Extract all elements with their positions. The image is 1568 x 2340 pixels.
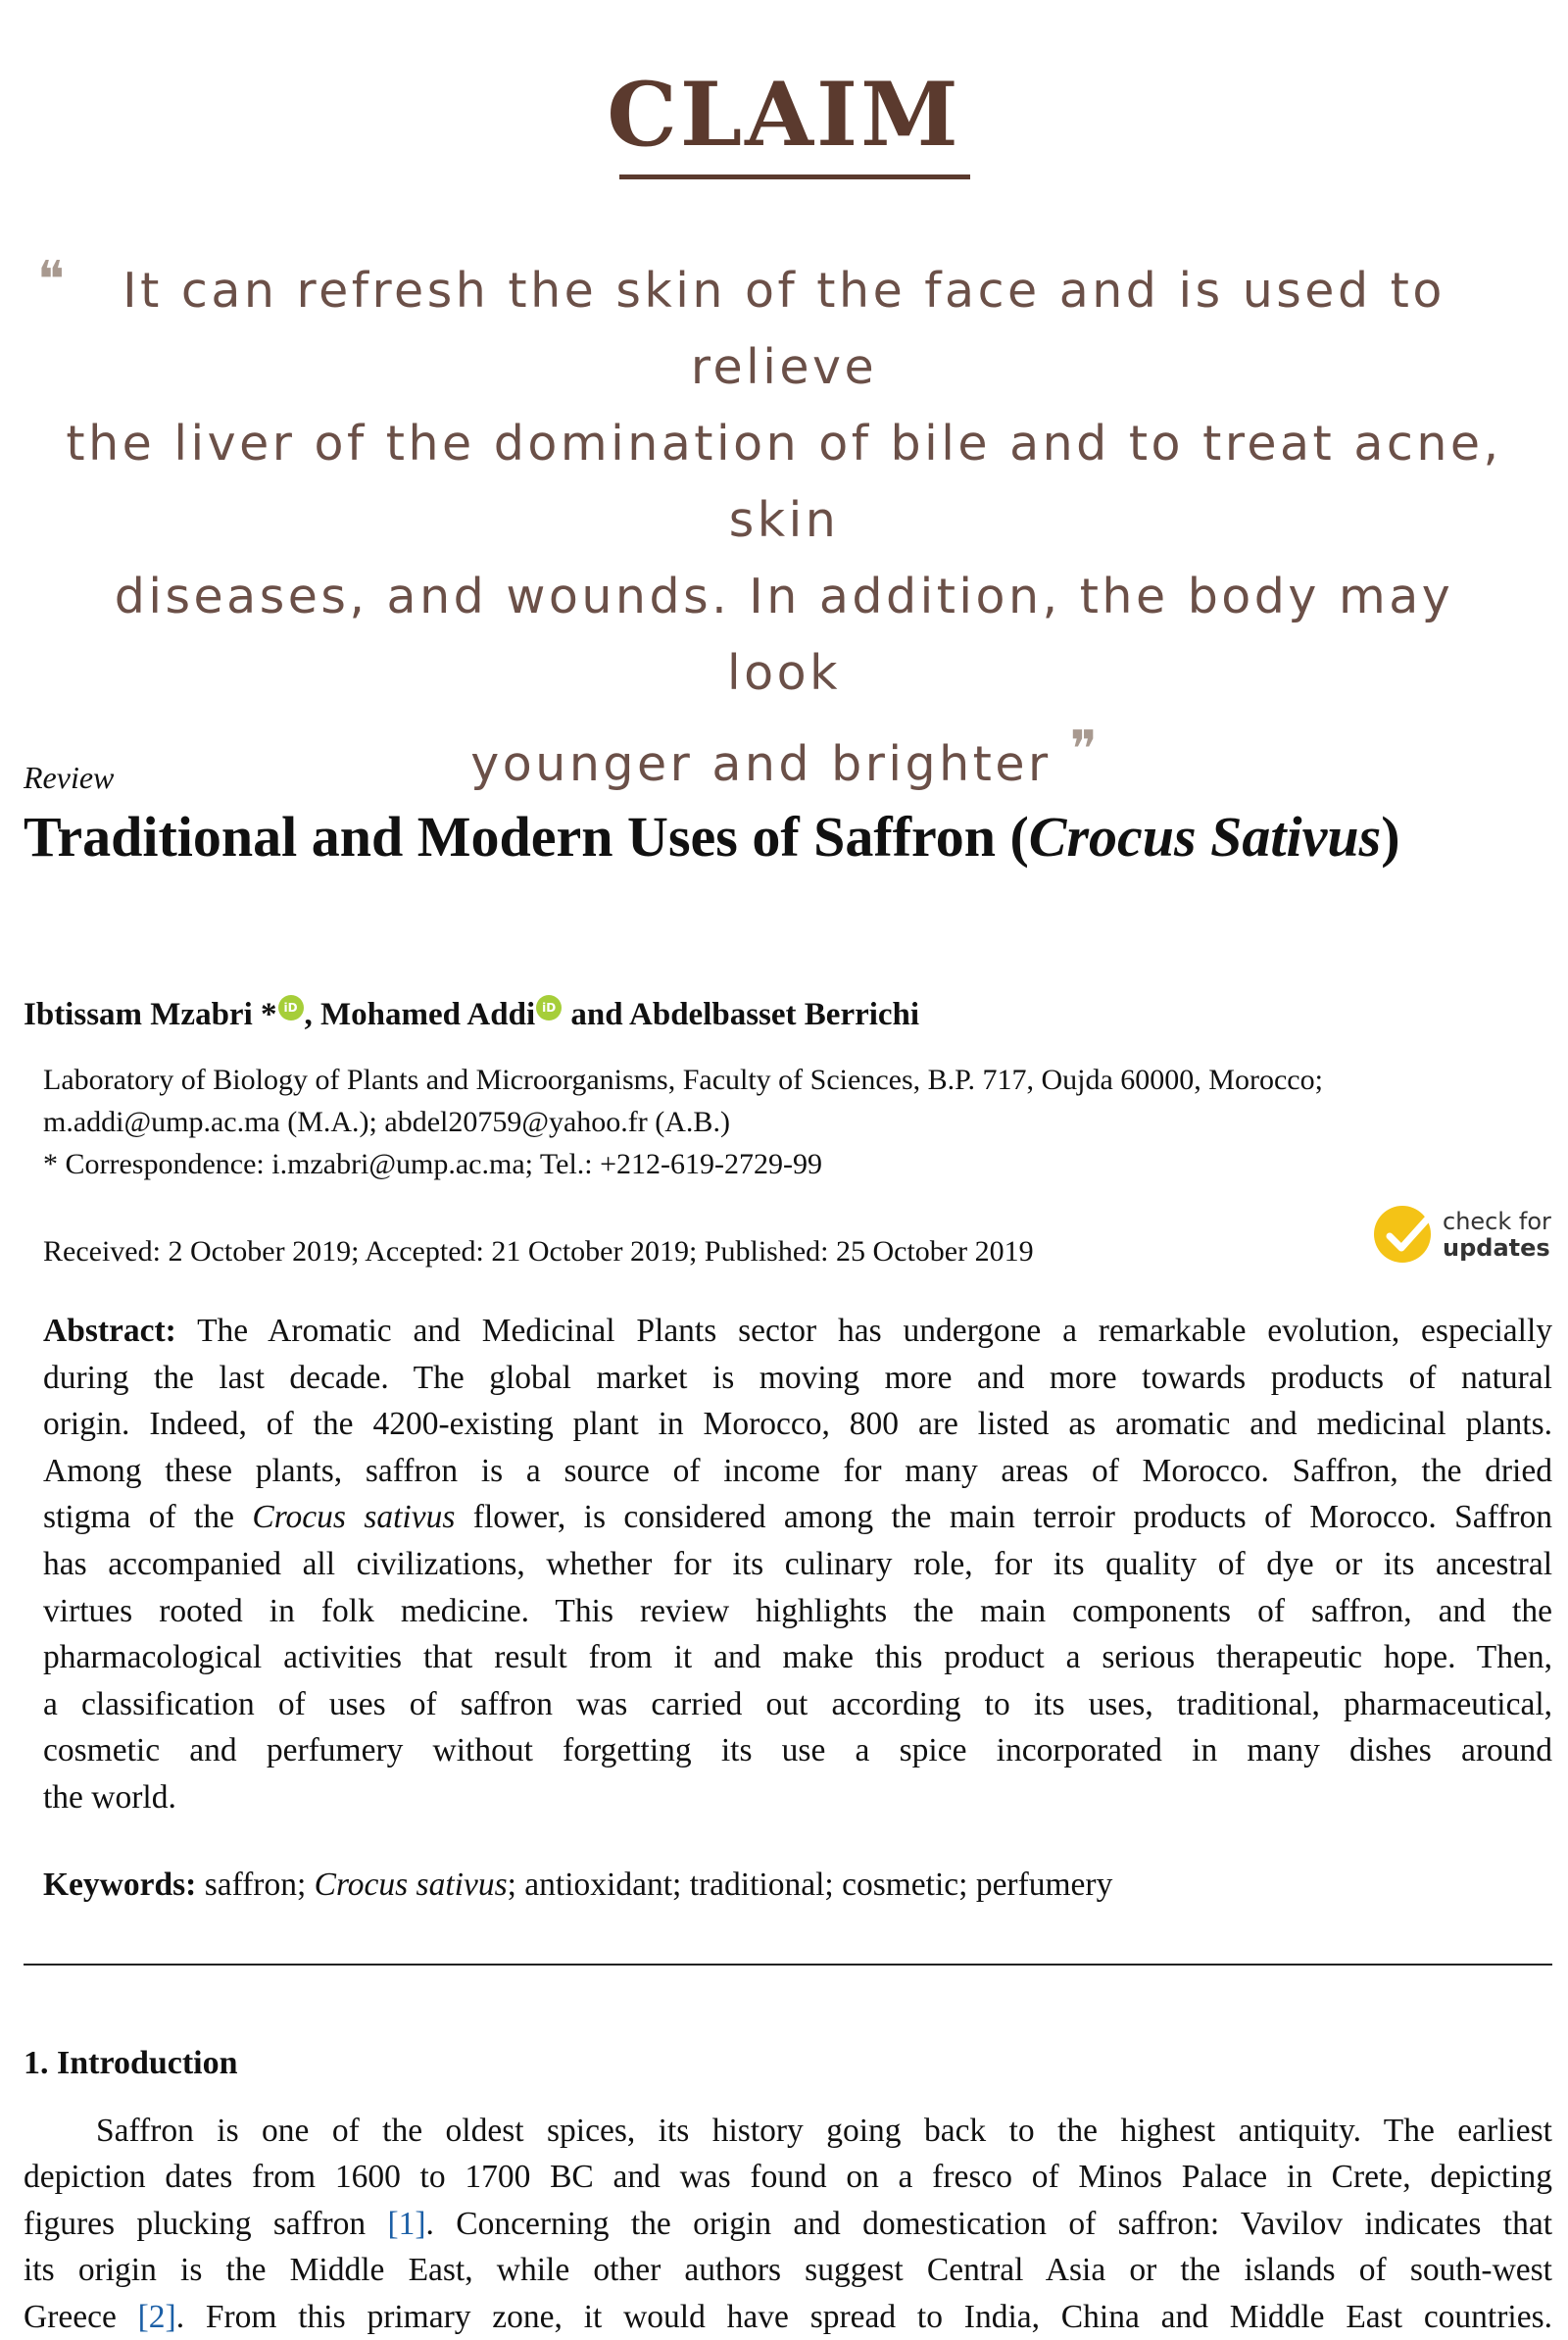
intro-line <box>24 2201 1552 2247</box>
citation-link[interactable]: [1] <box>387 2205 426 2242</box>
author-name[interactable]: , Mohamed Addi <box>304 997 536 1032</box>
check-for-updates-badge[interactable] <box>1374 1202 1560 1267</box>
abstract-line: a classification of uses of saffron was carried out according to its uses, traditional, pharmaceutical, <box>43 1685 1552 1722</box>
intro-line <box>24 2294 1552 2340</box>
claim-quote-line: It can refresh the skin of the face and is used to relieve <box>122 263 1446 395</box>
claim-quote <box>59 253 1509 803</box>
abstract-line <box>43 1308 1552 1355</box>
claim-quote-text: younger and brighter <box>470 736 1052 792</box>
claim-quote-line-last <box>59 712 1509 803</box>
correspondence: * Correspondence: i.mzabri@ump.ac.ma; Tel.: +212-619-2729-99 <box>43 1148 823 1180</box>
orcid-icon[interactable]: iD <box>536 995 562 1021</box>
orcid-icon[interactable]: iD <box>278 995 304 1021</box>
abstract-line: the world. <box>43 1778 176 1816</box>
author-name[interactable]: Ibtissam Mzabri * <box>24 997 277 1032</box>
checkmark-icon <box>1378 1208 1433 1263</box>
claim-quote-line: diseases, and wounds. In addition, the body may look <box>114 569 1454 701</box>
claim-title: CLAIM <box>607 63 961 167</box>
intro-line: depiction dates from 1600 to 1700 BC and was found on a fresco of Minos Palace in Crete, depicting <box>24 2159 1552 2196</box>
keywords-text: saffron; <box>196 1867 315 1903</box>
intro-line: its origin is the Middle East, while other authors suggest Central Asia or the islands of south-west <box>24 2252 1552 2289</box>
updates-line2: updates <box>1443 1234 1550 1262</box>
intro-text: . Concerning the origin and domestication of saffron: Vavilov indicates that <box>425 2205 1553 2242</box>
abstract-line: during the last decade. The global market is moving more and more towards products of natural <box>43 1359 1552 1396</box>
keywords-label: Keywords: <box>43 1867 197 1903</box>
article-title <box>24 801 1513 873</box>
intro-text: . From this primary zone, it would have spread to India, China and Middle East countries. <box>175 2298 1552 2335</box>
abstract <box>43 1308 1552 1821</box>
abstract-text: The Aromatic and Medicinal Plants sector has undergone a remarkable evolution, especially <box>175 1313 1552 1349</box>
section-divider <box>24 1964 1552 1966</box>
abstract-line <box>43 1494 1552 1541</box>
claim-quote-line: the liver of the domination of bile and to treat acne, skin <box>66 416 1502 548</box>
abstract-line: virtues rooted in folk medicine. This review highlights the main components of saffron, and the <box>43 1592 1552 1629</box>
intro-text: Greece <box>24 2298 138 2335</box>
title-close: ) <box>1381 805 1400 869</box>
abstract-line: has accompanied all civilizations, whether for its culinary role, for its quality of dye or its ancestral <box>43 1545 1552 1582</box>
title-species: Crocus Sativus <box>1028 805 1382 869</box>
publication-dates: Received: 2 October 2019; Accepted: 21 October 2019; Published: 25 October 2019 <box>43 1235 1034 1268</box>
keywords-text: ; antioxidant; traditional; cosmetic; perfumery <box>507 1867 1113 1903</box>
abstract-label: Abstract: <box>43 1313 176 1349</box>
author-name[interactable]: and Abdelbasset Berrichi <box>563 997 920 1032</box>
intro-line: Saffron is one of the oldest spices, its history going back to the highest antiquity. The earliest <box>96 2113 1552 2149</box>
citation-link[interactable]: [2] <box>137 2298 176 2335</box>
abstract-text: stigma of the <box>43 1499 253 1536</box>
intro-paragraph <box>24 2108 1552 2340</box>
section-heading: 1. Introduction <box>24 2045 238 2081</box>
abstract-text: flower, is considered among the main terroir products of Morocco. Saffron <box>455 1499 1552 1536</box>
abstract-line: cosmetic and perfumery without forgetting its use a spice incorporated in many dishes around <box>43 1732 1552 1769</box>
title-text: Traditional and Modern Uses of Saffron ( <box>24 805 1029 869</box>
abstract-line: Among these plants, saffron is a source of income for many areas of Morocco. Saffron, the dried <box>43 1452 1552 1489</box>
keywords-species: Crocus sativus <box>314 1867 508 1903</box>
close-quote-icon: ❞ <box>1069 721 1098 779</box>
abstract-species: Crocus sativus <box>252 1499 456 1536</box>
intro-text: figures plucking saffron <box>24 2205 388 2242</box>
affiliation-line: Laboratory of Biology of Plants and Microorganisms, Faculty of Sciences, B.P. 717, Oujda 60000, Morocco; <box>43 1064 1323 1096</box>
abstract-line: origin. Indeed, of the 4200-existing plant in Morocco, 800 are listed as aromatic and medicinal plants. <box>43 1406 1552 1443</box>
affiliations <box>43 1059 1323 1185</box>
claim-underline <box>619 174 970 179</box>
abstract-line: pharmacological activities that result from it and make this product a serious therapeutic hope. Then, <box>43 1639 1552 1676</box>
keywords <box>43 1867 1112 1904</box>
open-quote-icon: ❝ <box>37 251 65 310</box>
affiliation-emails: m.addi@ump.ac.ma (M.A.); abdel20759@yahoo.fr (A.B.) <box>43 1106 730 1138</box>
updates-line1: check for <box>1443 1208 1551 1235</box>
author-list <box>24 995 919 1033</box>
article-type: Review <box>24 760 115 795</box>
